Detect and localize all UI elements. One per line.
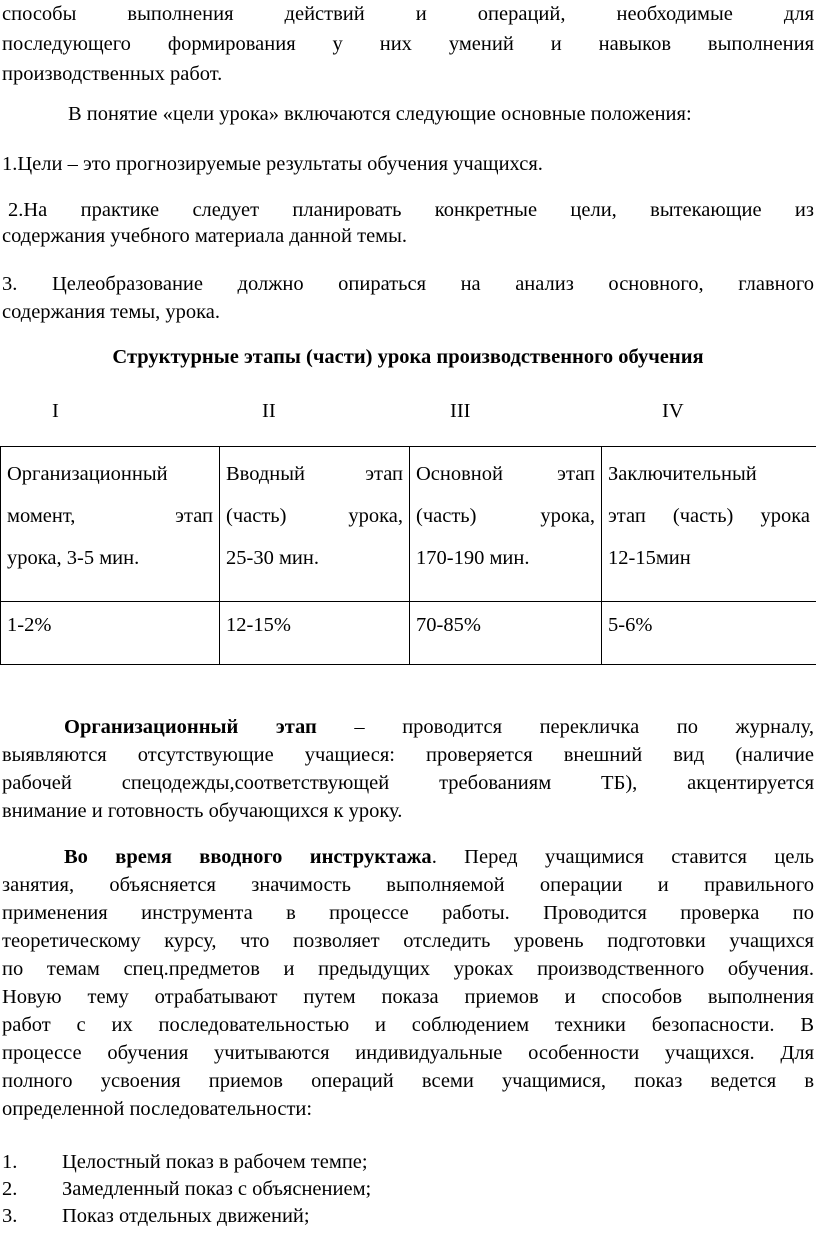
stage-2-line-3: 25-30 мин.: [226, 547, 319, 569]
intro-line-3: производственных работ.: [2, 63, 223, 85]
roman-numeral-3: III: [450, 400, 471, 422]
intro-line-1: способы выполнения действий и операций, необходимые для: [2, 3, 814, 25]
step-text: Замедленный показ с объяснением;: [62, 1178, 372, 1200]
stage-3-line-1: Основной этап: [416, 463, 595, 485]
stage-cell-1: [1, 447, 220, 602]
stages-table: [0, 446, 816, 665]
stage-1-line-1: Организационный: [7, 463, 168, 485]
goal-point-3-line-2: содержания темы, урока.: [2, 301, 220, 323]
list-item: [2, 1176, 802, 1203]
goal-point-3-line-1: 3. Целеобразование должно опираться на анализ основного, главного: [2, 273, 814, 295]
stage-4-line-1: Заключительный: [608, 463, 757, 485]
list-item: [2, 1203, 802, 1230]
share-cell-1: 1-2%: [1, 602, 220, 665]
step-number: 1.: [2, 1151, 18, 1173]
share-cell-3: 70-85%: [410, 602, 602, 665]
org-stage-lead: Организационный этап: [64, 716, 317, 738]
stage-2-line-2: (часть) урока,: [226, 505, 403, 527]
intro-instr-line-4: теоретическому курсу, что позволяет отследить уровень подготовки учащихся: [2, 930, 814, 952]
stage-1-line-2: момент, этап: [7, 505, 213, 527]
intro-instr-line-5: по темам спец.предметов и предыдущих уроках производственного обучения.: [2, 958, 814, 980]
intro-instr-line-8: процессе обучения учитываются индивидуальные особенности учащихся. Для: [2, 1042, 814, 1064]
stage-2-line-1: Вводный этап: [226, 463, 403, 485]
stage-4-line-3: 12-15мин: [608, 547, 691, 569]
intro-line-2: последующего формирования у них умений и навыков выполнения: [2, 33, 814, 55]
step-number: 3.: [2, 1205, 18, 1227]
stage-3-line-2: (часть) урока,: [416, 505, 595, 527]
intro-instr-line-2: занятия, объясняется значимость выполняемой операции и правильного: [2, 874, 814, 896]
roman-numeral-4: IV: [662, 400, 684, 422]
goal-point-2-line-1: 2.На практике следует планировать конкретные цели, вытекающие из: [8, 199, 814, 221]
stage-1-line-3: урока, 3-5 мин.: [7, 547, 140, 569]
intro-instr-line-10: определенной последовательности:: [2, 1098, 313, 1120]
intro-instr-line-7: работ с их последовательностью и соблюдением техники безопасности. В: [2, 1014, 814, 1036]
intro-instr-line-3: применения инструмента в процессе работы. Проводится проверка по: [2, 902, 814, 924]
step-number: 2.: [2, 1178, 18, 1200]
stage-cell-4: [602, 447, 816, 602]
intro-instr-lead: Во время вводного инструктажа: [64, 846, 432, 868]
step-text: Показ отдельных движений;: [62, 1205, 310, 1227]
org-stage-line-1: [64, 713, 814, 741]
stage-3-line-3: 170-190 мин.: [416, 547, 530, 569]
structure-heading: Структурные этапы (части) урока производственного обучения: [112, 346, 704, 368]
intro-instr-text-1: . Перед учащимися ставится цель: [431, 846, 814, 868]
org-stage-line-4: внимание и готовность обучающихся к уроку.: [2, 800, 403, 822]
stage-cell-2: [220, 447, 410, 602]
intro-instr-line-1: [64, 843, 814, 871]
goal-point-1: 1.Цели – это прогнозируемые результаты обучения учащихся.: [2, 153, 543, 175]
concept-line: В понятие «цели урока» включаются следующие основные положения:: [68, 103, 692, 125]
intro-instr-line-9: полного усвоения приемов операций всеми учащимися, показ ведется в: [2, 1070, 814, 1092]
step-text: Целостный показ в рабочем темпе;: [62, 1151, 368, 1173]
share-cell-2: 12-15%: [220, 602, 410, 665]
roman-numeral-1: I: [52, 400, 59, 422]
org-stage-text-1: – проводится перекличка по журналу,: [316, 716, 814, 738]
stage-4-line-2: этап (часть) урока: [608, 505, 810, 527]
list-item: [2, 1149, 802, 1176]
goal-point-2-line-2: содержания учебного материала данной темы.: [2, 225, 408, 247]
stage-cell-3: [410, 447, 602, 602]
table-row-shares: [1, 602, 816, 665]
org-stage-line-2: выявляются отсутствующие учащиеся: проверяется внешний вид (наличие: [2, 744, 814, 766]
share-cell-4: 5-6%: [602, 602, 816, 665]
roman-numeral-2: II: [262, 400, 276, 422]
intro-instr-line-6: Новую тему отрабатывают путем показа приемов и способов выполнения: [2, 986, 814, 1008]
table-row-stages: [1, 447, 816, 602]
org-stage-line-3: рабочей спецодежды,соответствующей требованиям ТБ), акцентируется: [2, 772, 814, 794]
demo-steps-list: [2, 1149, 802, 1230]
